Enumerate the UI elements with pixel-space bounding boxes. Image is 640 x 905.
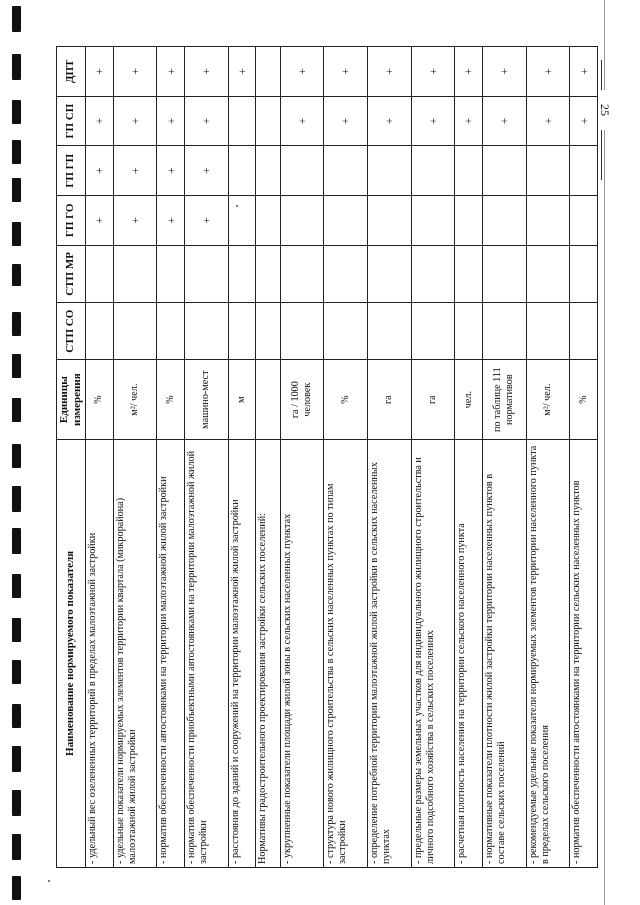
binder-hole xyxy=(12,528,21,554)
applicability-mark xyxy=(228,146,256,196)
applicability-mark: + xyxy=(526,47,570,97)
applicability-mark xyxy=(228,303,256,360)
applicability-mark: + xyxy=(113,146,157,196)
unit-cell: м²/ чел. xyxy=(113,360,157,439)
applicability-mark xyxy=(411,245,455,302)
applicability-mark xyxy=(411,303,455,360)
table-row xyxy=(157,47,185,868)
binder-hole xyxy=(12,704,21,728)
unit-cell: га / 1000 человек xyxy=(280,360,324,439)
applicability-mark xyxy=(367,303,411,360)
header-gp-sp: ГП СП xyxy=(57,96,86,146)
applicability-mark: + xyxy=(184,47,228,97)
applicability-mark xyxy=(113,245,157,302)
unit-cell: % xyxy=(570,360,598,439)
applicability-mark xyxy=(256,47,280,97)
applicability-mark xyxy=(228,245,256,302)
table-row xyxy=(228,47,256,868)
binder-hole xyxy=(12,222,21,246)
table-row xyxy=(526,47,570,868)
applicability-mark xyxy=(85,245,113,302)
applicability-mark xyxy=(157,303,185,360)
applicability-mark: + xyxy=(113,96,157,146)
applicability-mark xyxy=(256,96,280,146)
page-number: 25 xyxy=(592,90,612,130)
applicability-mark: + xyxy=(85,47,113,97)
applicability-mark: + xyxy=(184,96,228,146)
applicability-mark xyxy=(280,196,324,246)
applicability-mark xyxy=(113,303,157,360)
indicator-name: - норматив обеспеченности автостоянками на территории сельских населенных пунктов xyxy=(570,439,598,867)
unit-cell: % xyxy=(157,360,185,439)
applicability-mark: + xyxy=(157,47,185,97)
applicability-mark xyxy=(526,146,570,196)
header-stp-so: СТП СО xyxy=(57,303,86,360)
applicability-mark xyxy=(411,196,455,246)
binder-hole xyxy=(12,834,21,860)
applicability-mark xyxy=(570,146,598,196)
applicability-mark xyxy=(367,146,411,196)
applicability-mark: + xyxy=(570,96,598,146)
binder-hole xyxy=(12,312,21,336)
applicability-mark xyxy=(367,196,411,246)
indicator-name: - норматив обеспеченности автостоянками на территории малоэтажной жилой застройки xyxy=(157,439,185,867)
applicability-mark xyxy=(324,146,368,196)
applicability-mark: + xyxy=(85,146,113,196)
unit-cell xyxy=(256,360,280,439)
binder-hole xyxy=(12,6,21,32)
header-gp-gp: ГП ГП xyxy=(57,146,86,196)
applicability-mark: + xyxy=(482,47,526,97)
applicability-mark: + xyxy=(228,47,256,97)
applicability-mark xyxy=(570,245,598,302)
unit-cell: м²/ чел. xyxy=(526,360,570,439)
indicator-name: Нормативы градостроительного проектирования застройки сельских поселений: xyxy=(256,439,280,867)
table-row xyxy=(482,47,526,868)
table-row xyxy=(113,47,157,868)
applicability-mark xyxy=(256,303,280,360)
applicability-mark: + xyxy=(455,47,483,97)
applicability-mark: + xyxy=(85,196,113,246)
header-dpt: ДПТ xyxy=(57,47,86,97)
scan-speck xyxy=(48,880,50,882)
norms-table xyxy=(56,46,598,868)
applicability-mark xyxy=(367,245,411,302)
indicator-name: - определение потребной территории малоэтажной жилой застройки в сельских населенных пунктах xyxy=(367,439,411,867)
binder-hole xyxy=(12,444,21,468)
binder-hole xyxy=(12,54,21,80)
unit-cell: га xyxy=(367,360,411,439)
binder-hole xyxy=(12,574,21,598)
table-row xyxy=(411,47,455,868)
applicability-mark: + xyxy=(324,47,368,97)
unit-cell: машино-мест xyxy=(184,360,228,439)
applicability-mark: + xyxy=(455,96,483,146)
applicability-mark xyxy=(324,196,368,246)
indicator-name: - расчетная плотность населения на территории сельского населенного пункта xyxy=(455,439,483,867)
binder-hole xyxy=(12,618,21,642)
table-row xyxy=(570,47,598,868)
applicability-mark xyxy=(256,146,280,196)
applicability-mark xyxy=(570,196,598,246)
applicability-mark xyxy=(455,196,483,246)
unit-cell: м xyxy=(228,360,256,439)
table-row xyxy=(184,47,228,868)
applicability-mark xyxy=(256,245,280,302)
applicability-mark xyxy=(570,303,598,360)
applicability-mark: + xyxy=(113,196,157,246)
unit-cell: % xyxy=(324,360,368,439)
indicator-name: - рекомендуемые удельные показатели нормируемых элементов территории населенного пункта в пределах сельского поселения xyxy=(526,439,570,867)
table-row xyxy=(85,47,113,868)
applicability-mark xyxy=(526,303,570,360)
applicability-mark: + xyxy=(113,47,157,97)
unit-cell: га xyxy=(411,360,455,439)
applicability-mark xyxy=(482,146,526,196)
applicability-mark: + xyxy=(157,196,185,246)
header-row xyxy=(57,47,86,868)
applicability-mark xyxy=(256,196,280,246)
header-name: Наименование нормируемого показателя xyxy=(57,439,86,867)
applicability-mark: + xyxy=(526,96,570,146)
applicability-mark: + xyxy=(367,47,411,97)
applicability-mark xyxy=(280,146,324,196)
rotated-table-container xyxy=(56,46,598,868)
applicability-mark xyxy=(184,303,228,360)
applicability-mark: + xyxy=(411,96,455,146)
unit-cell: % xyxy=(85,360,113,439)
applicability-mark: + xyxy=(157,96,185,146)
binder-hole xyxy=(12,660,21,684)
table-row xyxy=(256,47,280,868)
applicability-mark xyxy=(455,245,483,302)
indicator-name: - нормативные показатели плотности жилой застройки территории населенных пунктов в составе сельских поселений xyxy=(482,439,526,867)
applicability-mark xyxy=(526,245,570,302)
applicability-mark xyxy=(184,245,228,302)
binder-hole xyxy=(12,100,21,124)
applicability-mark: + xyxy=(324,96,368,146)
applicability-mark: + xyxy=(184,196,228,246)
applicability-mark xyxy=(482,303,526,360)
indicator-name: - укрупненные показатели площади жилой зоны в сельских населенных пунктах xyxy=(280,439,324,867)
applicability-mark xyxy=(455,303,483,360)
applicability-mark xyxy=(85,303,113,360)
applicability-mark xyxy=(228,196,256,246)
applicability-mark: + xyxy=(482,96,526,146)
indicator-name: - удельные показатели нормируемых элементов территории квартала (микрорайона) малоэтажной жилой застройки xyxy=(113,439,157,867)
applicability-mark: + xyxy=(85,96,113,146)
binder-hole xyxy=(12,264,21,286)
binder-hole xyxy=(12,876,21,900)
applicability-mark xyxy=(280,245,324,302)
indicator-name: - предельные размеры земельных участков для индивидуального жилищного строительства и личного подсобного хозяйства в сельских поселениях xyxy=(411,439,455,867)
binder-hole xyxy=(12,140,21,164)
applicability-mark xyxy=(482,196,526,246)
indicator-name: - удельный вес озелененных территорий в пределах малоэтажной застройки xyxy=(85,439,113,867)
unit-cell: чел. xyxy=(455,360,483,439)
unit-cell: по таблице 111 нормативов xyxy=(482,360,526,439)
applicability-mark xyxy=(324,303,368,360)
binder-hole xyxy=(12,746,21,772)
applicability-mark xyxy=(526,196,570,246)
applicability-mark xyxy=(411,146,455,196)
applicability-mark: + xyxy=(157,146,185,196)
binder-hole xyxy=(12,486,21,512)
table-row xyxy=(455,47,483,868)
binder-hole xyxy=(12,178,21,202)
table-row xyxy=(280,47,324,868)
indicator-name: - норматив обеспеченности приобъектными автостоянками на территории малоэтажной жилой застройки xyxy=(184,439,228,867)
indicator-name: - структура нового жилищного строительства в сельских населенных пунктах по типам застройки xyxy=(324,439,368,867)
applicability-mark: + xyxy=(411,47,455,97)
table-row xyxy=(324,47,368,868)
header-stp-mr: СТП МР xyxy=(57,245,86,302)
binder-hole xyxy=(12,354,21,378)
applicability-mark xyxy=(324,245,368,302)
applicability-mark: + xyxy=(184,146,228,196)
applicability-mark xyxy=(157,245,185,302)
indicator-name: - расстояния до зданий и сооружений на территории малоэтажной жилой застройки xyxy=(228,439,256,867)
applicability-mark: + xyxy=(280,47,324,97)
applicability-mark xyxy=(482,245,526,302)
applicability-mark xyxy=(280,303,324,360)
table-row xyxy=(367,47,411,868)
applicability-mark xyxy=(455,146,483,196)
applicability-mark: + xyxy=(367,96,411,146)
binder-hole xyxy=(12,790,21,816)
binder-hole xyxy=(12,398,21,422)
header-unit: Единицы измерения xyxy=(57,360,86,439)
applicability-mark xyxy=(228,96,256,146)
applicability-mark: + xyxy=(570,47,598,97)
header-gp-go: ГП ГО xyxy=(57,196,86,246)
applicability-mark: + xyxy=(280,96,324,146)
